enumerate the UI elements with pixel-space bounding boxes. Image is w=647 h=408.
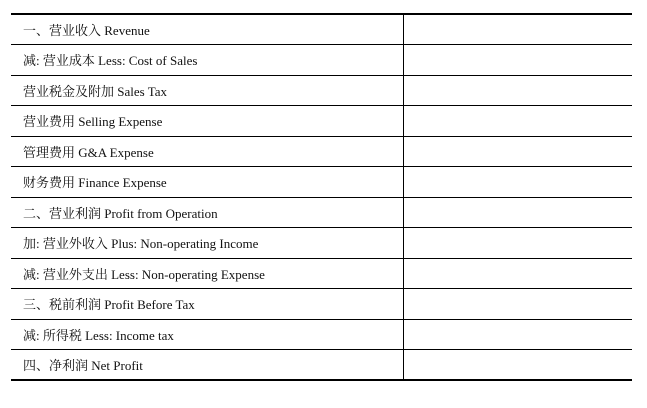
table-row	[11, 106, 632, 137]
table-row	[11, 45, 632, 76]
amount-cell	[403, 289, 632, 320]
table-row	[11, 289, 632, 320]
line-item-cell: 四、净利润 Net Profit	[11, 350, 403, 381]
line-item-cell: 减: 所得税 Less: Income tax	[11, 319, 403, 350]
line-item-cell: 管理费用 G&A Expense	[11, 136, 403, 167]
line-item-cell: 加: 营业外收入 Plus: Non-operating Income	[11, 228, 403, 259]
amount-cell	[403, 228, 632, 259]
amount-cell	[403, 14, 632, 45]
line-item-cell: 营业费用 Selling Expense	[11, 106, 403, 137]
table-row	[11, 350, 632, 381]
amount-cell	[403, 197, 632, 228]
line-item-cell: 财务费用 Finance Expense	[11, 167, 403, 198]
line-item-cell: 三、税前利润 Profit Before Tax	[11, 289, 403, 320]
amount-cell	[403, 136, 632, 167]
table-body	[11, 14, 632, 380]
amount-cell	[403, 319, 632, 350]
amount-cell	[403, 258, 632, 289]
line-item-cell: 减: 营业外支出 Less: Non-operating Expense	[11, 258, 403, 289]
amount-cell	[403, 167, 632, 198]
table-row	[11, 228, 632, 259]
table-row	[11, 75, 632, 106]
amount-cell	[403, 106, 632, 137]
table-row	[11, 258, 632, 289]
table-row	[11, 197, 632, 228]
amount-cell	[403, 350, 632, 381]
table-row	[11, 14, 632, 45]
line-item-cell: 营业税金及附加 Sales Tax	[11, 75, 403, 106]
line-item-cell: 二、营业利润 Profit from Operation	[11, 197, 403, 228]
table-row	[11, 319, 632, 350]
amount-cell	[403, 75, 632, 106]
table-row	[11, 136, 632, 167]
amount-cell	[403, 45, 632, 76]
line-item-cell: 一、营业收入 Revenue	[11, 14, 403, 45]
line-item-cell: 减: 营业成本 Less: Cost of Sales	[11, 45, 403, 76]
income-statement-table	[11, 13, 632, 381]
table-row	[11, 167, 632, 198]
